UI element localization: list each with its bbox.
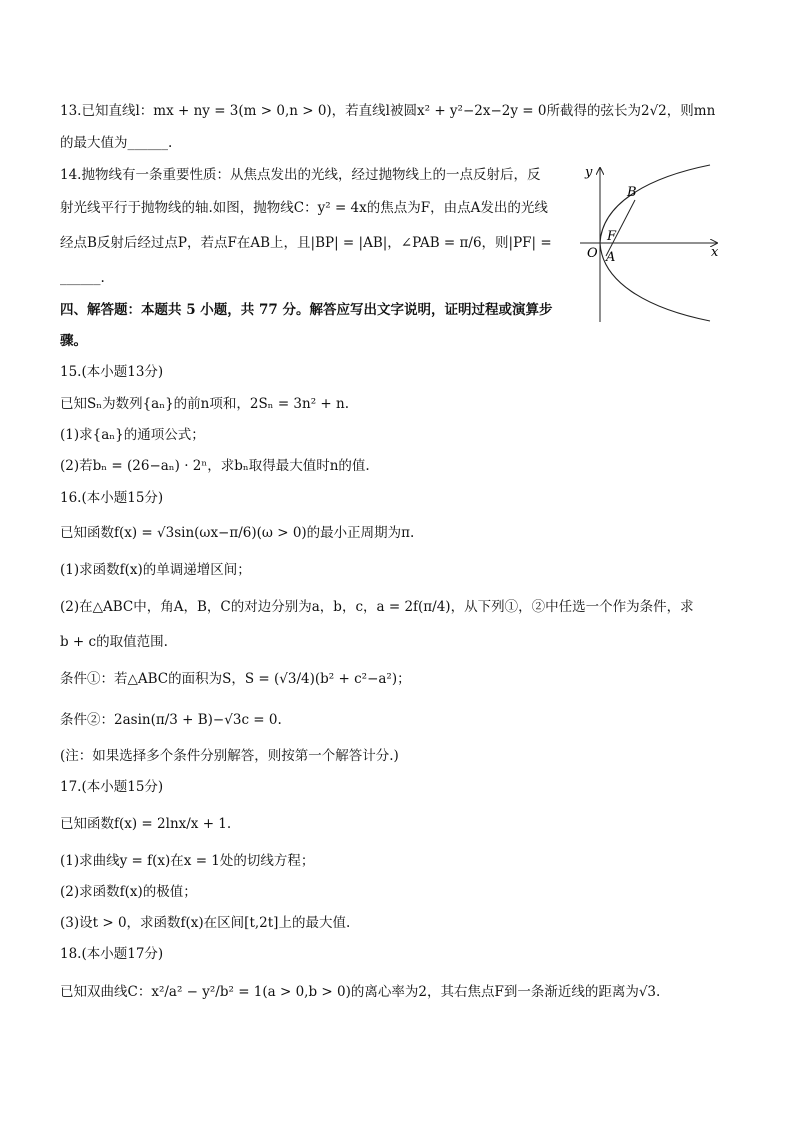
label-o: O (587, 246, 598, 261)
q16-stem: 已知函数f(x) = √3sin(ωx−π/6)(ω > 0)的最小正周期为π. (60, 525, 415, 541)
q16-part-2b: b + c的取值范围. (60, 634, 168, 650)
q15-part-2: (2)若bₙ = (26−aₙ) · 2ⁿ，求bₙ取得最大值时n的值. (60, 458, 370, 474)
label-y: y (585, 165, 593, 180)
q16-header: 16.(本小题15分) (60, 490, 164, 506)
q14-line-1: 14.抛物线有一条重要性质：从焦点发出的光线，经过抛物线上的一点反射后，反 (60, 167, 541, 183)
label-f: F (607, 229, 617, 244)
q18-header: 18.(本小题17分) (60, 946, 164, 962)
q18-stem: 已知双曲线C：x²/a² − y²/b² = 1(a > 0,b > 0)的离心率为2，其右焦点F到一条渐近线的距离为√3. (60, 984, 661, 1000)
chord-ab (606, 200, 635, 256)
q16-part-2a: (2)在△ABC中，角A，B，C的对边分别为a，b，c，a = 2f(π/4)，从下列①，②中任选一个作为条件，求 (60, 599, 694, 615)
q14-line-2: 射光线平行于抛物线的轴.如图，抛物线C：y² = 4x的焦点为F，由点A发出的光线 (60, 200, 548, 216)
q13-line-2: 的最大值为______. (60, 135, 173, 151)
parabola-figure (575, 160, 735, 330)
q17-part-1: (1)求曲线y = f(x)在x = 1处的切线方程； (60, 853, 315, 869)
label-x: x (711, 245, 719, 260)
q15-stem: 已知Sₙ为数列{aₙ}的前n项和，2Sₙ = 3n² + n. (60, 396, 349, 412)
section-four-line-2: 骤。 (60, 333, 87, 349)
q17-header: 17.(本小题15分) (60, 779, 164, 795)
q15-header: 15.(本小题13分) (60, 364, 164, 380)
label-b: B (627, 185, 637, 200)
section-four-line-1: 四、解答题：本题共 5 小题，共 77 分。解答应写出文字说明，证明过程或演算步 (60, 302, 553, 318)
q14-line-3: 经点B反射后经过点P，若点F在AB上，且|BP| = |AB|，∠PAB = π/6，则|PF| = (60, 235, 552, 251)
q16-note: (注：如果选择多个条件分别解答，则按第一个解答计分.) (60, 748, 399, 764)
q16-part-1: (1)求函数f(x)的单调递增区间； (60, 562, 251, 578)
q16-condition-1: 条件①：若△ABC的面积为S，S = (√3/4)(b² + c²−a²)； (60, 671, 411, 687)
label-a: A (606, 250, 616, 265)
q17-part-3: (3)设t > 0，求函数f(x)在区间[t,2t]上的最大值. (60, 915, 351, 931)
q14-line-4: ______. (60, 270, 105, 286)
q16-condition-2: 条件②：2asin(π/3 + B)−√3c = 0. (60, 712, 282, 728)
q13-line-1: 13.已知直线l：mx + ny = 3(m > 0,n > 0)，若直线l被圆x² + y²−2x−2y = 0所截得的弦长为2√2，则mn (60, 103, 716, 119)
q17-part-2: (2)求函数f(x)的极值； (60, 884, 197, 900)
q15-part-1: (1)求{aₙ}的通项公式； (60, 427, 205, 443)
q17-stem: 已知函数f(x) = 2lnx/x + 1. (60, 816, 232, 832)
